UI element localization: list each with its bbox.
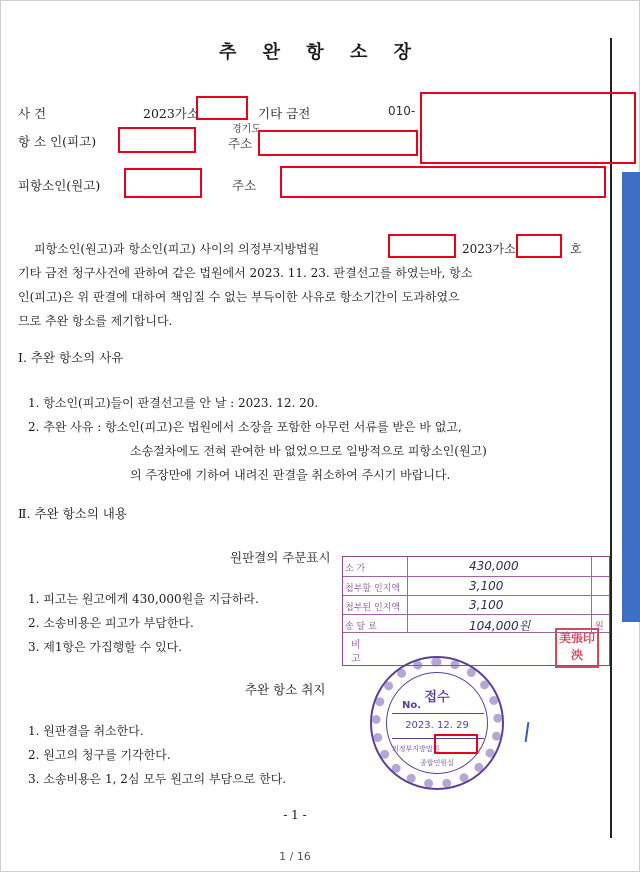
original-judgment-heading: 원판결의 주문표시 [230,550,331,565]
reason-item-1: 1. 항소인(피고)들이 판결선고를 안 날 : 2023. 12. 20. [28,396,319,410]
intro-line-3: 인(피고)은 위 판결에 대하여 책임질 수 없는 부득이한 사유로 항소기간이 도과하였으 [18,290,460,304]
fee-row [343,577,609,596]
intro-line-1a: 피항소인(원고)과 항소인(피고) 사이의 의정부지방법원 [34,242,320,256]
handwritten-address-note: 경기도 [232,124,261,135]
receipt-stamp [370,656,504,790]
fee-label: 송 달 료 [345,622,377,632]
fee-unit: 원 [595,622,604,632]
fee-value: 430,000 [469,559,519,573]
fee-label: 첩부할 인지액 [345,584,401,594]
stamp-title: 접수 [424,690,450,705]
case-label: 사 건 [18,106,47,121]
fee-label: 첩부된 인지액 [345,603,401,613]
fee-label: 소 가 [345,564,366,574]
redaction-box [196,96,248,120]
fee-row [343,596,609,615]
appellant-label: 항 소 인(피고) [18,134,97,149]
intro-line-1b: 2023가소 [462,242,516,256]
appeal-purpose-item: 2. 원고의 청구를 기각한다. [28,748,171,762]
intro-line-4: 므로 추완 항소를 제기합니다. [18,314,173,328]
reason-item-2-cont: 소송절차에도 전혀 관여한 바 없었으므로 일방적으로 피항소인(원고) [130,444,487,458]
page-number: - 1 - [283,808,307,822]
original-order-item: 2. 소송비용은 피고가 부담한다. [28,616,194,630]
reason-item-2-cont: 의 주장만에 기하여 내려진 판결을 취소하여 주시기 바랍니다. [130,468,451,482]
appeal-purpose-item: 3. 소송비용은 1, 2심 모두 원고의 부담으로 한다. [28,772,287,786]
case-number: 2023가소 [143,106,199,121]
stamp-court: 의정부지방법원 [392,745,440,753]
red-personal-seal: 美張印泱 [555,628,599,668]
redaction-box [124,168,202,198]
intro-line-1c: 호 [570,242,582,256]
redaction-box [434,734,478,754]
scrollbar-thumb[interactable] [622,172,640,622]
fee-row [343,557,609,577]
document-title: 추 완 항 소 장 [218,42,421,63]
phone-prefix: 010- [388,104,416,118]
intro-line-2: 기타 금전 청구사건에 관하여 같은 법원에서 2023. 11. 23. 판결선고를 하였는바, 항소 [18,266,473,280]
stamp-no-label: No. [402,700,422,711]
appellee-label: 피항소인(원고) [18,178,101,193]
stamp-dept: 종합민원실 [420,759,454,767]
redaction-box [388,234,456,258]
fee-value: 3,100 [469,579,504,593]
redaction-box [118,127,196,153]
appeal-purpose-item: 1. 원판결을 취소한다. [28,724,144,738]
redaction-box [258,130,418,156]
section-1-heading: Ⅰ. 추완 항소의 사유 [18,350,124,365]
original-order-item: 1. 피고는 원고에게 430,000원을 지급하라. [28,592,259,606]
redaction-box [280,166,606,198]
section-2-heading: Ⅱ. 추완 항소의 내용 [18,506,127,521]
reason-item-2: 2. 추완 사유 : 항소인(피고)은 법원에서 소장을 포함한 아무런 서류를 받은 바 없고, [28,420,462,434]
appellant-address-label: 주소 [228,136,253,151]
appellee-address-label: 주소 [232,178,257,193]
original-order-item: 3. 제1항은 가집행할 수 있다. [28,640,183,654]
redaction-box [420,92,636,164]
case-type: 기타 금전 [258,106,311,121]
appeal-purpose-heading: 추완 항소 취지 [245,682,326,697]
stamp-date: 2023. 12. 29 [405,720,469,731]
fee-value: 3,100 [469,598,504,612]
viewer-page-indicator: 1 / 16 [279,850,311,863]
redaction-box [516,234,562,258]
fee-value: 104,000원 [469,619,531,633]
remark-label: 비고 [351,640,361,665]
